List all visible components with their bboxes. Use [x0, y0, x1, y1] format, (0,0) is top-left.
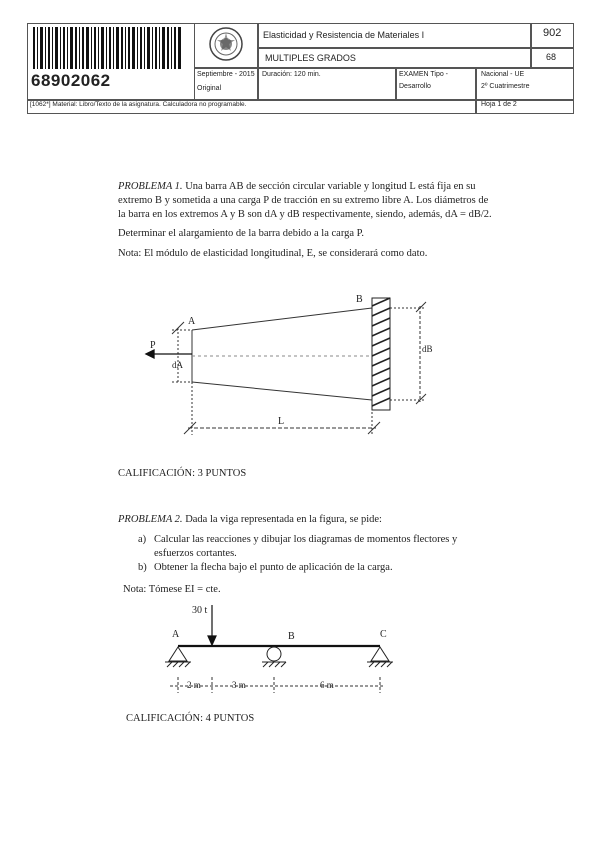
problem1-line2: extremo B y sometida a una carga P de tracción en su extremo libre A. Los diámetros de	[118, 195, 489, 206]
item-a-marker: a)	[138, 534, 147, 545]
item-b-marker: b)	[138, 562, 147, 573]
problem2-intro-line	[118, 513, 382, 527]
support-b	[262, 647, 286, 667]
dim-2m: 2 m	[187, 680, 201, 690]
subject-name: Elasticidad y Resistencia de Materiales I	[263, 30, 425, 40]
barcode-image	[33, 27, 183, 69]
problem1-determine: Determinar el alargamiento de la barra debido a la carga P.	[118, 228, 364, 239]
load-label: 30 t	[192, 605, 208, 616]
support-c	[367, 647, 393, 667]
figure2-beam	[150, 595, 410, 705]
dim-3m: 3 m	[232, 680, 246, 690]
beam-label-b: B	[288, 631, 295, 642]
subject-code: 902	[543, 27, 562, 39]
beam-label-c: C	[380, 629, 387, 640]
support-a	[165, 647, 191, 667]
figure1-tapered-bar	[140, 290, 450, 445]
problem1-label: PROBLEMA 1.	[118, 181, 183, 192]
exam-type-value: Desarrollo	[399, 83, 431, 90]
problem2-item-a	[138, 533, 568, 561]
load-30t-arrow	[208, 605, 216, 645]
exam-duration: Duración: 120 min.	[262, 71, 321, 78]
label-a: A	[188, 316, 196, 327]
exam-version: Original	[197, 85, 222, 92]
plan-code: 68	[546, 52, 557, 62]
bar-top-edge	[192, 308, 372, 330]
beam-label-a: A	[172, 629, 180, 640]
problem2-intro: Dada la viga representada en la figura, se pide:	[185, 514, 382, 525]
problem1-statement	[118, 180, 578, 222]
item-a-line1: Calcular las reacciones y dibujar los diagramas de momentos flectores y	[154, 534, 458, 545]
problem2-grading: CALIFICACIÓN: 4 PUNTOS	[126, 713, 255, 724]
exam-date: Septiembre - 2015	[197, 71, 255, 78]
exam-national: Nacional - UE	[481, 71, 525, 78]
problem1-grading: CALIFICACIÓN: 3 PUNTOS	[118, 468, 247, 479]
load-p-arrow	[146, 350, 192, 358]
problem2-note: Nota: Tómese EI = cte.	[123, 584, 221, 595]
university-seal-icon	[208, 26, 244, 62]
problem1-note: Nota: El módulo de elasticidad longitudinal, E, se considerará como dato.	[118, 248, 428, 259]
label-l: L	[278, 416, 285, 427]
label-p: P	[150, 340, 156, 351]
item-b-text: Obtener la flecha bajo el punto de aplicación de la carga.	[154, 562, 393, 573]
item-a-line2: esfuerzos cortantes.	[154, 548, 237, 559]
dim-6m: 6 m	[320, 680, 334, 690]
exam-quarter: 2º Cuatrimestre	[481, 83, 530, 90]
label-da: dA	[172, 360, 183, 370]
problem2-label: PROBLEMA 2.	[118, 514, 183, 525]
sheet-number: Hoja 1 de 2	[481, 101, 517, 108]
degree-name: MULTIPLES GRADOS	[265, 53, 356, 63]
label-db: dB	[422, 344, 433, 354]
problem2-item-b	[138, 561, 393, 575]
exam-type-label: EXAMEN Tipo -	[399, 71, 449, 78]
problem1-line1	[118, 180, 578, 194]
barcode-number: 68902062	[31, 71, 111, 90]
label-b: B	[356, 294, 363, 305]
bar-bottom-edge	[192, 382, 372, 400]
problem1-text1: Una barra AB de sección circular variable y longitud L está fija en su	[185, 181, 476, 192]
problem1-line3: la barra en los extremos A y B son dA y dB respectivamente, siendo, además, dA = dB/2.	[118, 209, 492, 220]
material-note: [1062*] Material: Libro/Texto de la asignatura. Calculadora no programable.	[30, 101, 247, 108]
